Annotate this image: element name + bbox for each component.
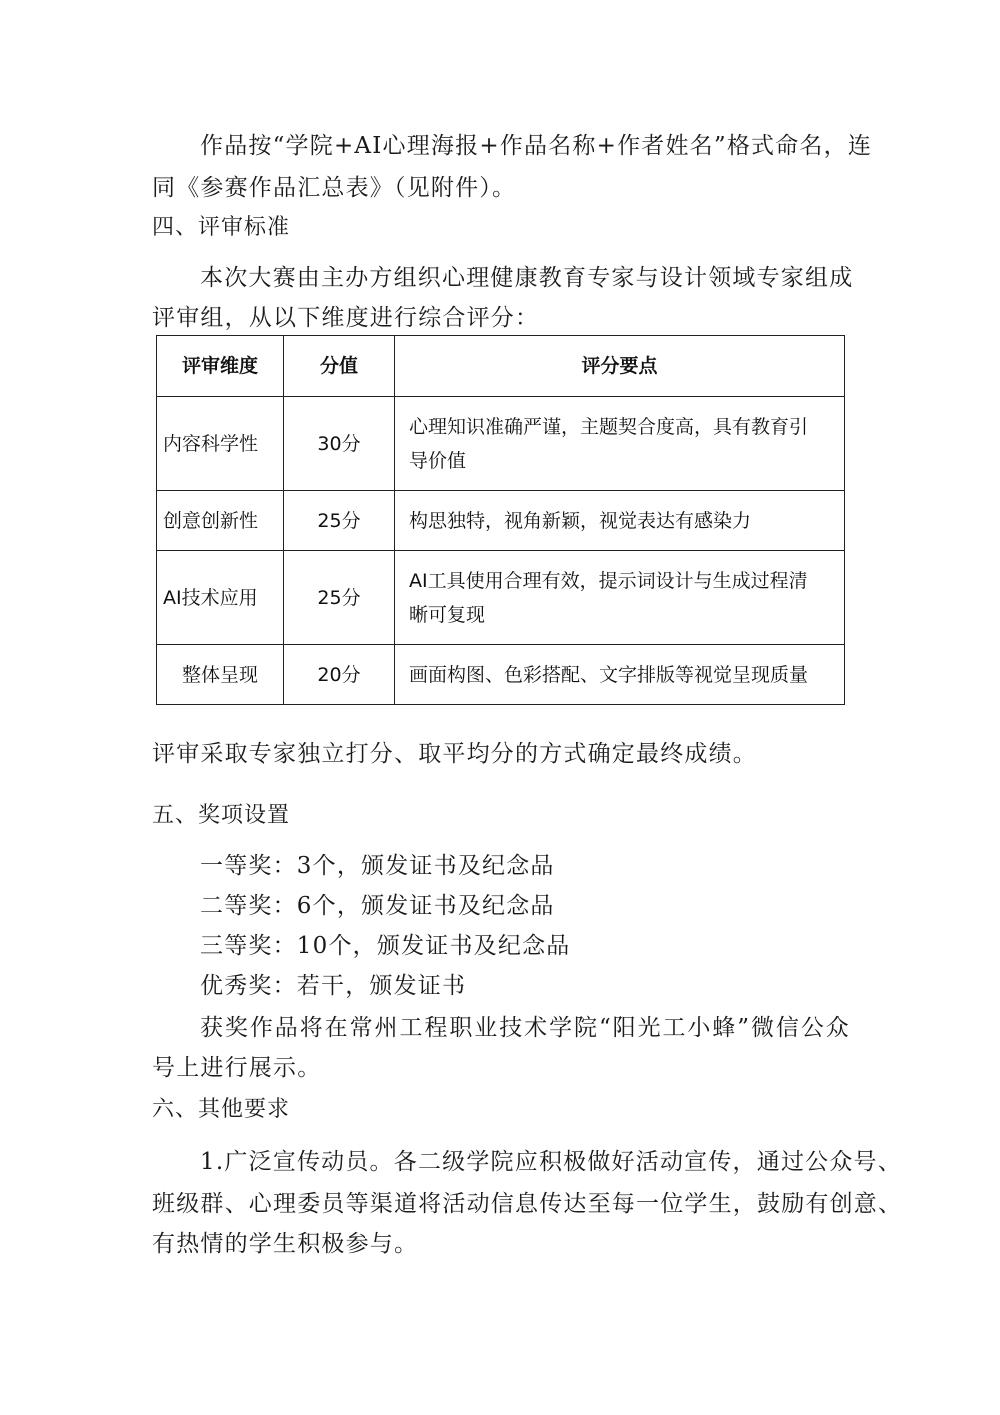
row-points [395,491,845,551]
row-dimension: 内容科学性 [157,397,284,491]
row-points-line: AI工具使用合理有效，提示词设计与生成过程清 [409,569,808,592]
table-row [157,397,845,491]
row-points-line: 心理知识准确严谨，主题契合度高，具有教育引 [409,415,809,438]
row-points-line: 画面构图、色彩搭配、文字排版等视觉呈现质量 [409,663,809,686]
table-row [157,645,845,705]
row-points [395,645,845,705]
scoring-table [156,335,845,705]
row-score: 30分 [284,397,395,491]
section-5-para-line-2: 号上进行展示。 [152,1055,322,1081]
row-points [395,551,845,645]
row-dimension: 整体呈现 [157,645,284,705]
row-score: 25分 [284,491,395,551]
row-points-line: 晰可复现 [409,603,486,626]
award-item: 优秀奖：若干，颁发证书 [200,973,467,999]
section-6-para-line-2: 班级群、心理委员等渠道将活动信息传达至每一位学生，鼓励有创意、 [152,1191,903,1217]
award-item: 二等奖：6个，颁发证书及纪念品 [200,893,555,919]
section-6-para-line-3: 有热情的学生积极参与。 [152,1231,419,1257]
section-4-para-line-1: 本次大赛由主办方组织心理健康教育专家与设计领域专家组成 [200,265,854,291]
table-header-row [157,336,845,397]
row-points-line: 导价值 [409,449,467,472]
section-4-para-line-2: 评审组，从以下维度进行综合评分： [152,305,540,331]
table-row [157,491,845,551]
intro-line-1: 作品按“学院+AI心理海报+作品名称+作者姓名”格式命名，连 [200,133,873,159]
section-5-heading: 五、奖项设置 [152,803,291,828]
row-score: 25分 [284,551,395,645]
header-dimension: 评审维度 [157,336,284,397]
section-6-heading: 六、其他要求 [152,1097,291,1122]
header-score: 分值 [284,336,395,397]
section-5-para-line-1: 获奖作品将在常州工程职业技术学院“阳光工小蜂”微信公众 [200,1015,850,1041]
intro-line-2: 同《参赛作品汇总表》（见附件）。 [152,175,517,201]
row-dimension: 创意创新性 [157,491,284,551]
table-row [157,551,845,645]
award-item: 一等奖：3个，颁发证书及纪念品 [200,853,555,879]
header-points: 评分要点 [395,336,845,397]
section-4-heading: 四、评审标准 [152,215,291,240]
section-6-para-line-1: 1.广泛宣传动员。各二级学院应积极做好活动宣传，通过公众号、 [200,1149,902,1175]
row-points-line: 构思独特，视角新颖，视觉表达有感染力 [409,509,752,532]
row-dimension: AI技术应用 [157,551,284,645]
award-item: 三等奖：10个，颁发证书及纪念品 [200,933,571,959]
row-points [395,397,845,491]
after-table-text: 评审采取专家独立打分、取平均分的方式确定最终成绩。 [152,741,757,767]
row-score: 20分 [284,645,395,705]
